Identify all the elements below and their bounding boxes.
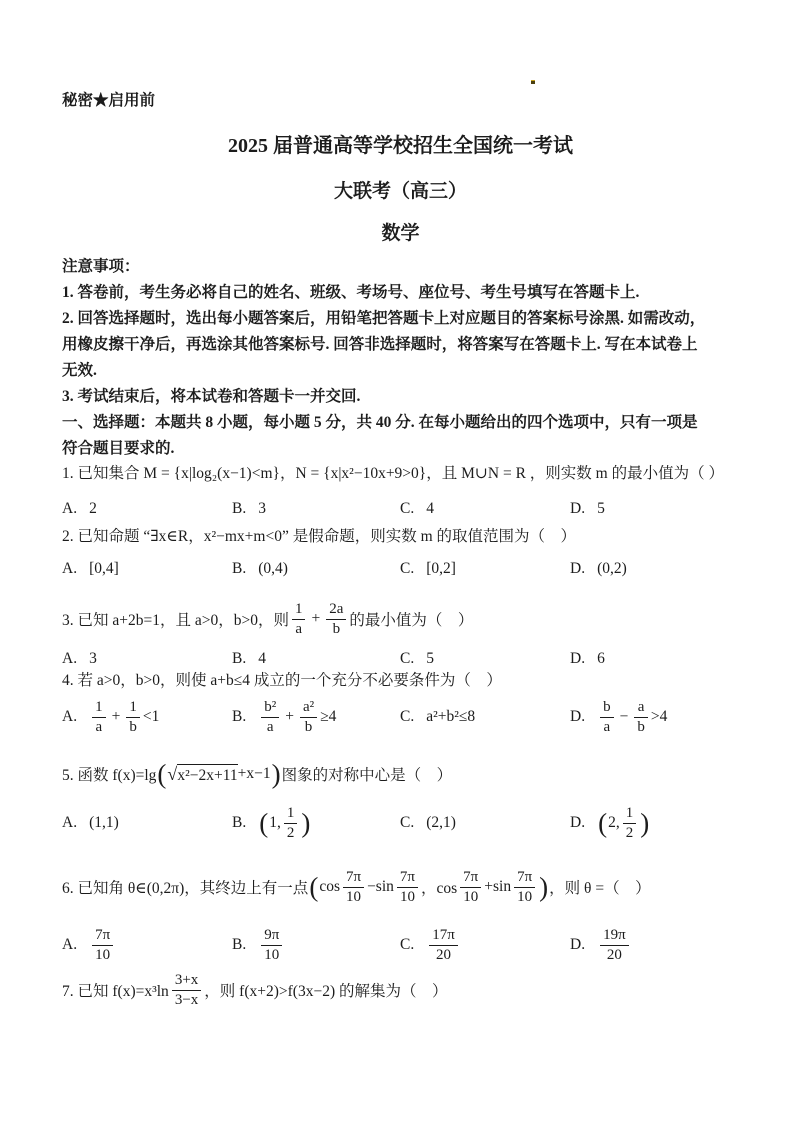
option-2c: C. [0,2] — [400, 560, 456, 577]
option-5c: C. (2,1) — [400, 814, 456, 831]
question-1-text: 1. 已知集合 M = {x|log₂(x−1)<m}，N = {x|x²−10x+9>0}，且 M∪N = R ，则实数 m 的最小值为（ ） — [62, 465, 724, 482]
fraction: $\frac{7\pi}{10}$ — [460, 869, 481, 906]
fraction: $\frac{3+x}{3-x}$ — [172, 972, 201, 1009]
option-6c: C. $\frac{17\pi}{20}$ — [400, 927, 570, 964]
option-2a: A. [0,4] — [62, 560, 119, 577]
notice-heading: 注意事项： — [62, 258, 140, 275]
square-root: √ x²−2x+11 — [167, 763, 238, 784]
question-4-text: 4. 若 a>0，b>0，则使 a+b≤4 成立的一个充分不必要条件为（ ） — [62, 672, 502, 689]
option-1a: A. 2 — [62, 500, 97, 517]
fraction: $\frac{a}{b}$ — [634, 699, 648, 736]
right-parenthesis: ) — [539, 871, 549, 902]
fraction: $\frac{19\pi}{20}$ — [600, 927, 629, 964]
right-parenthesis: ) — [640, 807, 650, 838]
security-marking: 秘密★启用前 — [62, 92, 156, 109]
option-1b: B. 3 — [232, 500, 266, 517]
fraction: $\frac{\text{b²}}{a}$ — [261, 699, 279, 736]
fraction: $\frac{1}{a}$ — [292, 601, 306, 638]
option-4a: A. $\frac{1}{a}$ + $\frac{1}{b}$ <1 — [62, 698, 160, 735]
question-7-text: 7. 已知 f(x)=x³ln $\frac{3+x}{3-x}$ ，则 f(x+2)>f(3x−2) 的解集为（ ） — [62, 971, 448, 1008]
fraction: $\frac{\text{a²}}{b}$ — [300, 699, 317, 736]
option-4c: C. a²+b²≤8 — [400, 708, 476, 725]
left-parenthesis: ( — [309, 871, 319, 902]
fraction: $\frac{9\pi}{10}$ — [261, 927, 282, 964]
question-6-options — [62, 925, 739, 965]
left-parenthesis: ( — [157, 758, 167, 789]
radical-sign-icon: √ — [167, 763, 178, 784]
option-6a: A. $\frac{7\pi}{10}$ — [62, 927, 232, 964]
right-parenthesis: ) — [301, 807, 311, 838]
question-6-text: 6. 已知角 θ∈(0,2π)，其终边上有一点 ( cos $\frac{7\pi}{10}$ −sin $\frac{7\pi}{10}$ ，cos $\frac{7\pi}{10}$ +sin $\frac{7\pi}{10}$ ) ，则 θ =（ ） — [62, 868, 651, 905]
notice-item-1: 1. 答卷前，考生务必将自己的姓名、班级、考场号、座位号、考生号填写在答题卡上. — [62, 284, 640, 301]
option-5d: D. ( 2, $\frac{1}{2}$ ) — [570, 804, 650, 841]
subject-title: 数学 — [381, 223, 420, 244]
fraction: $\frac{b}{a}$ — [600, 699, 614, 736]
fraction: $\frac{1}{a}$ — [92, 699, 106, 736]
question-5-options — [62, 800, 739, 846]
fraction: $\frac{2a}{b}$ — [326, 601, 346, 638]
scan-artifact-dot — [531, 80, 535, 84]
option-2b: B. (0,4) — [232, 560, 288, 577]
notice-item-2-line-1: 2. 回答选择题时，选出每小题答案后，用铅笔把答题卡上对应题目的答案标号涂黑. 如需改动， — [62, 310, 706, 327]
exam-subtitle: 大联考（高三） — [333, 181, 467, 202]
right-parenthesis: ) — [271, 758, 281, 789]
option-3d: D. 6 — [570, 650, 605, 667]
option-1d: D. 5 — [570, 500, 605, 517]
section-heading-line-1: 一、选择题：本题共 8 小题，每小题 5 分，共 40 分. 在每小题给出的四个选项中，只有一项是 — [62, 414, 698, 431]
fraction: $\frac{1}{b}$ — [126, 699, 140, 736]
left-parenthesis: ( — [598, 807, 608, 838]
section-heading-line-2: 符合题目要求的. — [62, 440, 175, 457]
fraction: $\frac{7\pi}{10}$ — [343, 869, 364, 906]
option-4d: D. $\frac{b}{a}$ − $\frac{a}{b}$ >4 — [570, 698, 668, 735]
option-3a: A. 3 — [62, 650, 97, 667]
exam-title: 2025 届普通高等学校招生全国统一考试 — [228, 135, 573, 157]
notice-item-2-line-2: 用橡皮擦干净后，再选涂其他答案标号. 回答非选择题时，将答案写在答题卡上. 写在本试卷上 — [62, 336, 698, 353]
option-6d: D. $\frac{19\pi}{20}$ — [570, 927, 739, 964]
question-4-options — [62, 696, 739, 738]
option-4b: B. $\frac{\text{b²}}{a}$ + $\frac{\text{a²}}{b}$ ≥4 — [232, 698, 337, 735]
option-2d: D. (0,2) — [570, 560, 627, 577]
question-3-options — [62, 650, 739, 668]
option-5b: B. ( 1, $\frac{1}{2}$ ) — [232, 804, 311, 841]
option-3b: B. 4 — [232, 650, 266, 667]
fraction: $\frac{7\pi}{10}$ — [92, 927, 113, 964]
question-2-options — [62, 560, 739, 578]
question-2-text: 2. 已知命题 “∃x∈R，x²−mx+m<0” 是假命题，则实数 m 的取值范围为（ ） — [62, 528, 577, 545]
option-5a: A. (1,1) — [62, 814, 119, 831]
option-3c: C. 5 — [400, 650, 434, 667]
question-1-options — [62, 500, 739, 518]
notice-item-2-line-3: 无效. — [62, 362, 97, 379]
question-3-text: 3. 已知 a+2b=1，且 a>0，b>0，则 $\frac{1}{a}$ + $\frac{2a}{b}$ 的最小值为（ ） — [62, 600, 474, 637]
left-parenthesis: ( — [259, 807, 269, 838]
fraction: $\frac{7\pi}{10}$ — [397, 869, 418, 906]
fraction: $\frac{1}{2}$ — [284, 805, 298, 842]
notice-item-3: 3. 考试结束后，将本试卷和答题卡一并交回. — [62, 388, 361, 405]
option-1c: C. 4 — [400, 500, 434, 517]
fraction: $\frac{7\pi}{10}$ — [514, 869, 535, 906]
question-5-text: 5. 函数 f(x)=lg ( √ x²−2x+11 +x−1 ) 图象的对称中心是（ ） — [62, 758, 453, 789]
fraction: $\frac{1}{2}$ — [623, 805, 637, 842]
fraction: $\frac{17\pi}{20}$ — [429, 927, 458, 964]
option-6b: B. $\frac{9\pi}{10}$ — [232, 927, 400, 964]
